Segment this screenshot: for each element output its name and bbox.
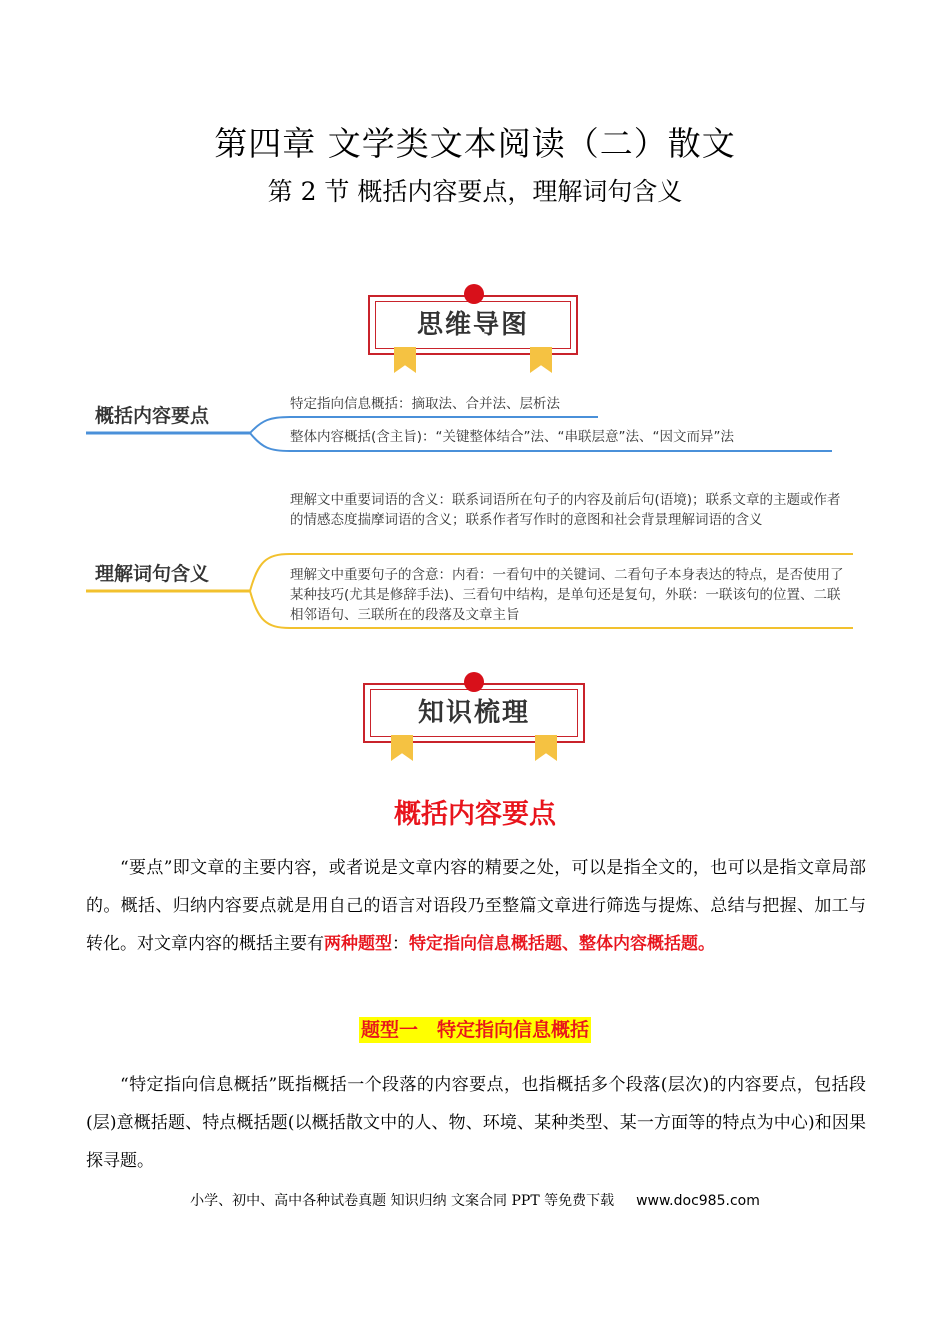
section-title: 第 2 节 概括内容要点，理解词句含义 bbox=[267, 177, 683, 206]
knowledge-badge bbox=[363, 675, 583, 761]
footer-text: 小学、初中、高中各种试卷真题 知识归纳 文案合同 PPT 等免费下载 bbox=[190, 1193, 615, 1209]
badge-dot-icon bbox=[464, 284, 484, 304]
mindmap-leaf-specific: 特定指向信息概括：摘取法、合并法、层析法 bbox=[290, 396, 560, 412]
intro-paragraph bbox=[86, 849, 866, 963]
mindmap-leaf-words: 理解文中重要词语的含义：联系词语所在句子的内容及前后句(语境)；联系文章的主题或作者的情感态度揣摩词语的含义；联系作者写作时的意图和社会背景理解词语的含义 bbox=[290, 492, 841, 528]
page-footer bbox=[0, 1190, 950, 1210]
intro-text: “要点”即文章的主要内容，或者说是文章内容的精要之处，可以是指全文的，也可以是指文章局部的。概括、归纳内容要点就是用自己的语言对语段乃至整篇文章进行筛选与提炼、总结与把握、加工与转化。对文章内容的概括主要有 bbox=[86, 858, 866, 954]
knowledge-badge-label: 知识梳理 bbox=[417, 698, 530, 728]
intro-emphasis-list: 特定指向信息概括题、整体内容概括题。 bbox=[409, 934, 715, 954]
ribbon-right-icon bbox=[535, 735, 557, 761]
ribbon-left-icon bbox=[394, 347, 416, 373]
mindmap-badge bbox=[368, 287, 588, 373]
footer-url[interactable]: www.doc985.com bbox=[636, 1193, 760, 1209]
mindmap-node-summarize: 概括内容要点 bbox=[95, 405, 210, 427]
ribbon-left-icon bbox=[391, 735, 413, 761]
type1-title bbox=[0, 1015, 950, 1042]
type1-title-text: 题型一 特定指向信息概括 bbox=[360, 1019, 589, 1041]
mindmap-node-understand: 理解词句含义 bbox=[95, 563, 210, 585]
badge-dot-icon bbox=[464, 672, 484, 692]
mindmap-leaf-sentences: 理解文中重要句子的含意：内看：一看句中的关键词、二看句子本身表达的特点，是否使用了某种技巧(尤其是修辞手法)、三看句中结构，是单句还是复句，外联：一联该句的位置、二联相邻语句、三联所在的段落及文章主旨 bbox=[290, 567, 844, 623]
intro-emphasis-types: 两种题型 bbox=[324, 934, 392, 954]
chapter-title: 第四章 文学类文本阅读（二）散文 bbox=[214, 124, 736, 163]
type1-paragraph: “特定指向信息概括”既指概括一个段落的内容要点，也指概括多个段落(层次)的内容要点，包括段(层)意概括题、特点概括题(以概括散文中的人、物、环境、某种类型、某一方面等的特点为中心)和因果探寻题。 bbox=[86, 1075, 866, 1171]
knowledge-section-heading: 概括内容要点 bbox=[394, 799, 556, 830]
mindmap-leaf-overall: 整体内容概括(含主旨)：“关键整体结合”法、“串联层意”法、“因文而异”法 bbox=[290, 429, 734, 445]
mindmap-badge-label: 思维导图 bbox=[416, 310, 529, 340]
intro-colon: ： bbox=[392, 934, 409, 954]
ribbon-right-icon bbox=[530, 347, 552, 373]
